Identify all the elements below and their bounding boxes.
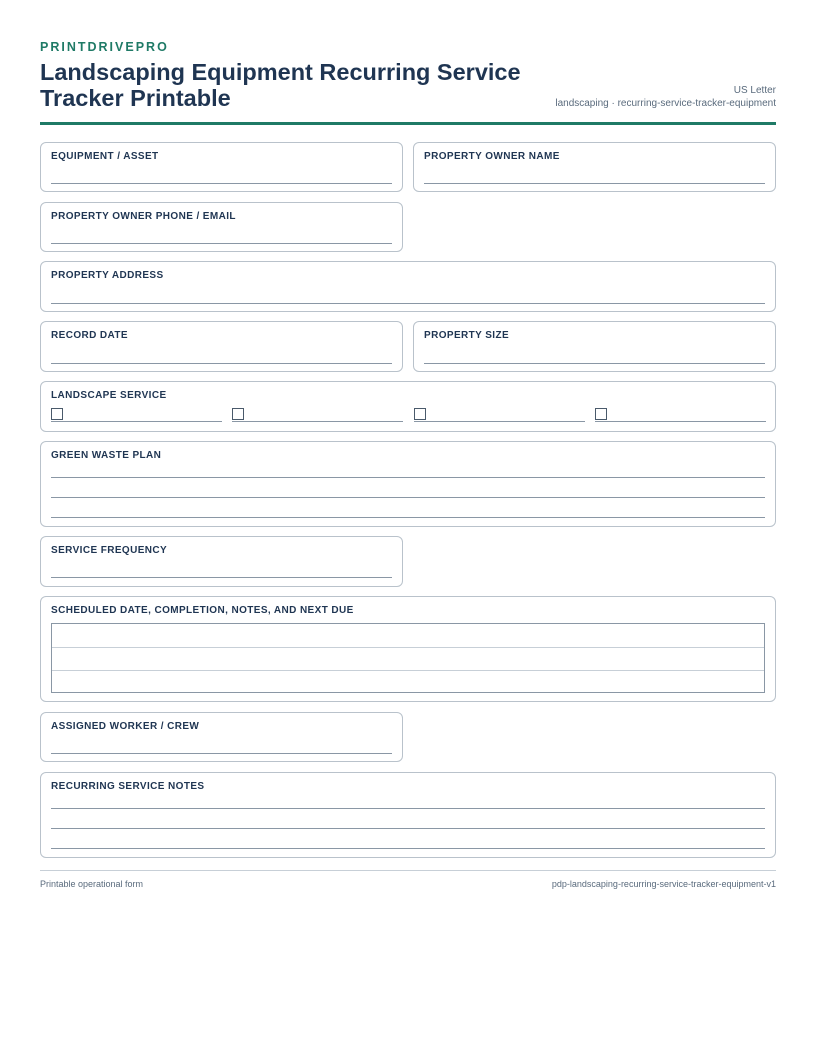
equipment-asset-field[interactable] [40,142,403,192]
write-line[interactable] [51,303,765,304]
write-line[interactable] [51,828,765,829]
page-title: Landscaping Equipment Recurring Service Tracker Printable [40,59,521,111]
green-waste-plan-field[interactable] [40,441,776,527]
table-row-divider [52,670,764,671]
service-option-1[interactable] [51,408,222,422]
write-line[interactable] [424,363,765,364]
checkbox[interactable] [232,408,244,420]
footer-left: Printable operational form [40,879,144,889]
document-meta [555,84,776,110]
field-label: LANDSCAPE SERVICE [51,390,167,401]
schedule-table-field [40,596,776,702]
field-label: SERVICE FREQUENCY [51,545,168,556]
checkbox[interactable] [51,408,63,420]
field-label: SCHEDULED DATE, COMPLETION, NOTES, AND NEXT DUE [51,605,354,616]
assigned-worker-field[interactable] [40,712,403,762]
service-option-2[interactable] [232,408,403,422]
document-tags: landscaping · recurring-service-tracker-equipment [555,98,776,109]
record-date-field[interactable] [40,321,403,372]
write-line [51,421,222,422]
checkbox[interactable] [414,408,426,420]
write-line[interactable] [51,517,765,518]
write-line [414,421,585,422]
field-label: EQUIPMENT / ASSET [51,151,159,162]
service-option-3[interactable] [414,408,585,422]
service-option-4[interactable] [595,408,766,422]
write-line[interactable] [51,753,392,754]
landscape-service-field [40,381,776,432]
checkbox[interactable] [595,408,607,420]
recurring-notes-field[interactable] [40,772,776,858]
write-line[interactable] [51,497,765,498]
write-line[interactable] [424,183,765,184]
write-line[interactable] [51,183,392,184]
field-label: PROPERTY SIZE [424,330,510,341]
write-line[interactable] [51,477,765,478]
field-label: GREEN WASTE PLAN [51,450,162,461]
footer-right: pdp-landscaping-recurring-service-tracker-equipment-v1 [551,879,776,889]
field-label: RECORD DATE [51,330,128,341]
field-label: RECURRING SERVICE NOTES [51,781,205,792]
header-rule [40,122,776,125]
field-label: PROPERTY ADDRESS [51,270,164,281]
write-line[interactable] [51,243,392,244]
brand-name: PRINTDRIVEPRO [40,40,169,54]
write-line [595,421,766,422]
property-owner-name-field[interactable] [413,142,776,192]
field-label: PROPERTY OWNER PHONE / EMAIL [51,211,236,222]
write-line[interactable] [51,577,392,578]
write-line[interactable] [51,848,765,849]
write-line[interactable] [51,808,765,809]
property-address-field[interactable] [40,261,776,312]
write-line [232,421,403,422]
table-row-divider [52,647,764,648]
service-frequency-field[interactable] [40,536,403,587]
schedule-table[interactable] [51,623,765,693]
write-line[interactable] [51,363,392,364]
property-size-field[interactable] [413,321,776,372]
field-label: ASSIGNED WORKER / CREW [51,721,200,732]
field-label: PROPERTY OWNER NAME [424,151,560,162]
paper-size: US Letter [733,85,776,96]
footer-rule [40,870,776,871]
property-owner-contact-field[interactable] [40,202,403,252]
